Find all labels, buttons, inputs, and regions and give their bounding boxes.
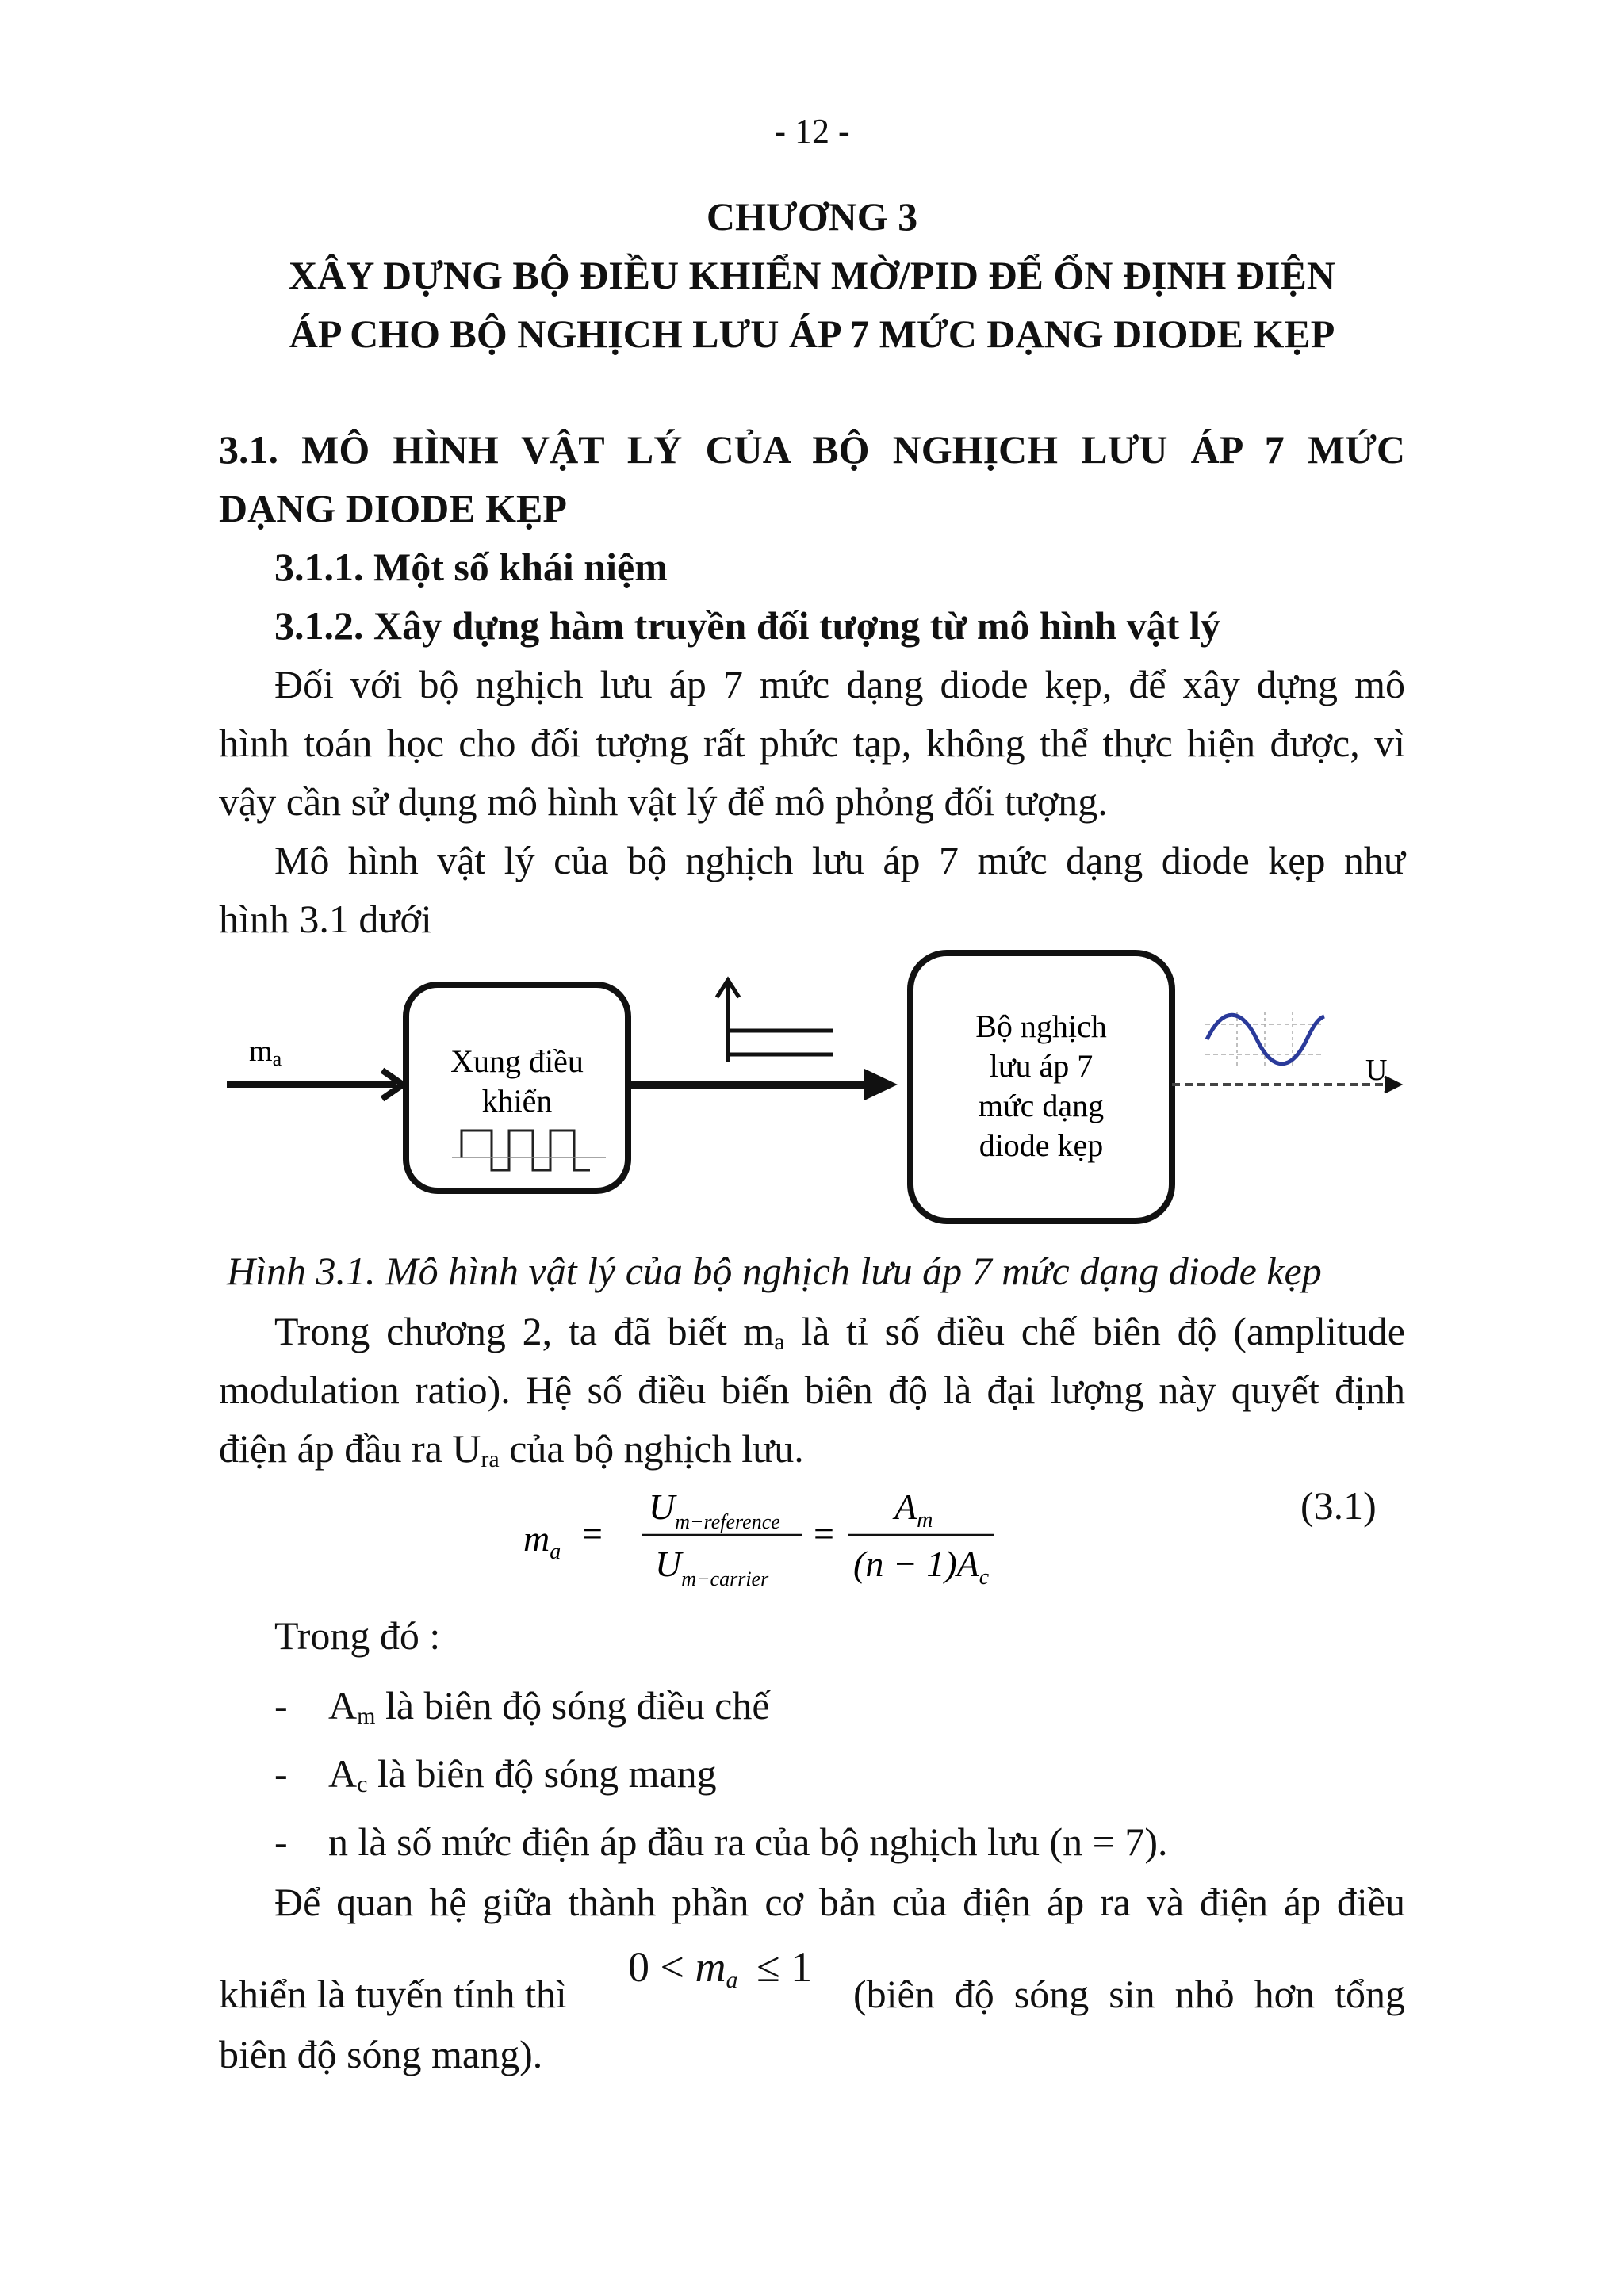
input-label: ma [249, 1035, 282, 1070]
pulse-block-label-line1: Xung điều [450, 1043, 584, 1079]
eq-numerator-1: $U_{m-reference}$ [649, 1487, 780, 1533]
paragraph-4-line3: biên độ sóng mang). [219, 2032, 543, 2076]
sine-wave-icon [1205, 1012, 1324, 1067]
output-label: U [1365, 1054, 1388, 1087]
eq-equals-1: = [582, 1513, 603, 1554]
section-heading-line1: 3.1. MÔ HÌNH VẬT LÝ CỦA BỘ NGHỊCH LƯU ÁP 7 MỨC [219, 427, 1405, 472]
inverter-label-line1: Bộ nghịch [975, 1008, 1107, 1044]
chapter-title: CHƯƠNG 3 [706, 194, 918, 239]
subsection-heading-3-1-1: 3.1.1. Một số khái niệm [274, 545, 668, 589]
chapter-subtitle-line2: ÁP CHO BỘ NGHỊCH LƯU ÁP 7 MỨC DẠNG DIODE KẸP [289, 312, 1335, 356]
figure-caption: Hình 3.1. Mô hình vật lý của bộ nghịch lưu áp 7 mức dạng diode kẹp [227, 1249, 1322, 1293]
inverter-block [910, 953, 1172, 1221]
inverter-label-line3: mức dạng [978, 1088, 1105, 1123]
inverter-label-line4: diode kẹp [979, 1127, 1104, 1163]
square-wave-icon [462, 1131, 590, 1170]
paragraph-1-line2: hình toán học cho đối tượng rất phức tạp, không thể thực hiện được, vì [219, 721, 1405, 765]
eq-equals-2: = [814, 1513, 834, 1554]
inequality: $0 < m_a \le 1$ [628, 1943, 813, 1993]
paragraph-3-line2: modulation ratio). Hệ số điều biến biên độ là đại lượng này quyết định [219, 1368, 1405, 1412]
bullet-item: - $A_m$ là biên độ sóng điều chế [274, 1683, 770, 1729]
chapter-subtitle-line1: XÂY DỰNG BỘ ĐIỀU KHIỂN MỜ/PID ĐỂ ỔN ĐỊNH ĐIỆN [289, 253, 1335, 297]
paragraph-2-line2: hình 3.1 dưới [219, 897, 432, 941]
paragraph-1-line1: Đối với bộ nghịch lưu áp 7 mức dạng diode kẹp, để xây dựng mô [274, 662, 1405, 706]
bullet-item: - n là số mức điện áp đầu ra của bộ nghịch lưu (n = 7). [274, 1820, 1168, 1864]
page-number: - 12 - [774, 112, 850, 151]
eq-numerator-2: $A_m$ [894, 1487, 933, 1533]
block-diagram [214, 943, 1419, 1245]
inverter-label-line2: lưu áp 7 [989, 1048, 1094, 1084]
paragraph-4-line1: Để quan hệ giữa thành phần cơ bản của điện áp ra và điện áp điều [274, 1880, 1405, 1924]
paragraph-4-line2-start: khiển là tuyến tính thì [219, 1972, 567, 2016]
paragraph-4-line2-end: (biên độ sóng sin nhỏ hơn tổng [853, 1972, 1405, 2016]
paragraph-2-line1: Mô hình vật lý của bộ nghịch lưu áp 7 mức dạng diode kẹp như [274, 838, 1405, 882]
paragraph-3-line1: Trong chương 2, ta đã biết $m_a$ là tỉ số điều chế biên độ (amplitude [274, 1309, 1406, 1355]
where-label: Trong đó : [274, 1613, 441, 1658]
bullet-item: - $A_c$ là biên độ sóng mang [274, 1751, 717, 1797]
eq-denominator-1: $U_{m-carrier}$ [655, 1544, 769, 1590]
equation-3-1 [508, 1478, 1110, 1605]
paragraph-1-line3: vậy cần sử dụng mô hình vật lý để mô phỏng đối tượng. [219, 779, 1108, 824]
pulse-signal-arrow-head [864, 1069, 898, 1100]
pulse-block-label-line2: khiển [481, 1083, 553, 1119]
subsection-heading-3-1-2: 3.1.2. Xây dựng hàm truyền đối tượng từ mô hình vật lý [274, 603, 1220, 648]
equation-number: (3.1) [1300, 1483, 1377, 1528]
paragraph-3-line3: điện áp đầu ra $U_{ra}$ của bộ nghịch lưu. [219, 1426, 804, 1472]
eq-denominator-2: $(n - 1)A_c$ [853, 1544, 990, 1590]
eq-lhs: $m_a$ [523, 1518, 561, 1564]
section-heading-line2: DẠNG DIODE KẸP [219, 486, 567, 530]
